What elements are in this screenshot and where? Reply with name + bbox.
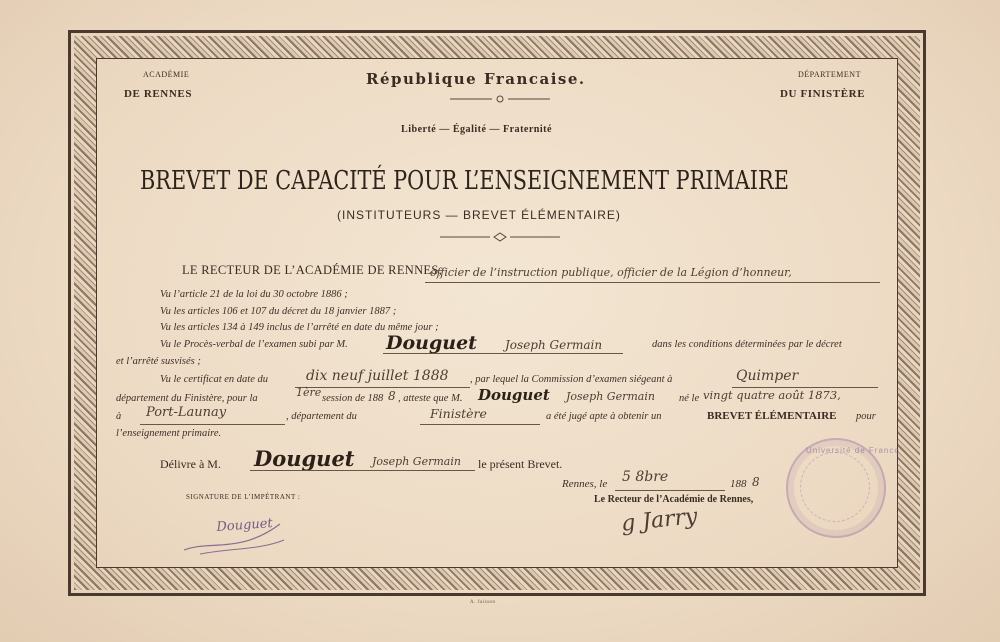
departement-name: DU FINISTÈRE <box>780 88 866 100</box>
candidate-given-names: Joseph Germain <box>505 338 603 352</box>
printer-mark: A. Jaisson <box>470 600 496 605</box>
fill-line <box>420 424 540 425</box>
enseignement-primaire-text: l’enseignement primaire. <box>116 428 222 439</box>
vu-article-21: Vu l’article 21 de la loi du 30 octobre 1886 ; <box>160 289 348 300</box>
recteur-heading: LE RECTEUR DE L’ACADÉMIE DE RENNES, <box>182 263 443 277</box>
impetrant-label: SIGNATURE DE L’IMPÉTRANT : <box>186 493 301 501</box>
departement-du-text: , département du <box>286 411 357 422</box>
vu-conditions: dans les conditions déterminées par le décret <box>652 339 842 350</box>
session-text: session de 188 <box>322 393 384 404</box>
fill-line <box>383 353 623 354</box>
vu-articles-106-107: Vu les articles 106 et 107 du décret du 18 janvier 1887 ; <box>160 306 397 317</box>
ne-le-text: né le <box>679 393 700 404</box>
impetrant-signature: Douguet <box>216 516 274 535</box>
candidate-given-names-2: Joseph Germain <box>566 390 655 403</box>
juge-apte-text: a été jugé apte à obtenir un <box>546 411 662 422</box>
commission-text: , par lequel la Commission d’examen siégeant à <box>470 374 673 385</box>
seal-inner-ring <box>800 452 870 522</box>
vu-certificat: Vu le certificat en date du <box>160 374 268 385</box>
a-text: à <box>116 411 122 422</box>
impetrant-signature-flourish-icon <box>180 510 290 560</box>
motto: Liberté — Égalité — Fraternité <box>401 123 552 135</box>
exam-place-handwritten: Quimper <box>736 368 799 384</box>
seal-text: Université de France <box>806 446 900 455</box>
academie-label: ACADÉMIE <box>143 70 190 79</box>
session-year-handwritten: 8 <box>388 389 396 403</box>
republique-heading: République Francaise. <box>366 70 586 88</box>
fill-line <box>425 282 880 283</box>
candidate-surname-2: Douguet <box>478 386 550 404</box>
header-ornament-icon <box>448 94 552 104</box>
atteste-text: , atteste que M. <box>398 393 463 404</box>
recteur-signature: g Jarry <box>620 504 699 537</box>
document-subtitle: (INSTITUTEURS — BREVET ÉLÉMENTAIRE) <box>337 208 621 222</box>
vu-arrete-susvises: et l’arrêté susvisés ; <box>116 356 201 367</box>
session-number-handwritten: 1ère <box>296 386 322 399</box>
fill-line <box>250 470 475 471</box>
departement-label: DÉPARTEMENT <box>798 70 861 79</box>
title-ornament-icon <box>440 232 560 242</box>
vu-proces-verbal: Vu le Procès-verbal de l’examen subi par M. <box>160 339 348 350</box>
year-printed: 188 <box>730 478 747 490</box>
vu-articles-134-149: Vu les articles 134 à 149 inclus de l’arrêté en date du même jour ; <box>160 322 439 333</box>
brevet-elementaire-label: BREVET ÉLÉMENTAIRE <box>707 410 837 422</box>
recteur-title-handwritten: officier de l’instruction publique, officier de la Légion d’honneur, <box>430 266 792 279</box>
year-handwritten: 8 <box>752 475 760 489</box>
birth-place-handwritten: Port-Launay <box>146 405 227 420</box>
present-brevet-text: le présent Brevet. <box>478 457 563 471</box>
delivre-surname: Douguet <box>254 446 355 471</box>
academie-name: DE RENNES <box>124 88 193 100</box>
certificate-date-handwritten: dix neuf juillet 1888 <box>306 368 449 384</box>
pour-text: pour <box>856 411 876 422</box>
official-seal-stamp <box>786 438 900 538</box>
fill-line <box>615 490 725 491</box>
delivre-given-names: Joseph Germain <box>372 455 461 468</box>
delivre-label: Délivre à M. <box>160 457 221 471</box>
date-handwritten: 5 8bre <box>622 469 669 485</box>
departement-finistere-text: département du Finistère, pour la <box>116 393 258 404</box>
fill-line <box>140 424 285 425</box>
candidate-surname: Douguet <box>386 332 477 354</box>
birth-department-handwritten: Finistère <box>430 406 487 421</box>
birth-date-handwritten: vingt quatre août 1873, <box>703 388 841 402</box>
rennes-le-text: Rennes, le <box>562 478 608 490</box>
document-title: BREVET DE CAPACITÉ POUR L’ENSEIGNEMENT PRIMAIRE <box>140 166 789 196</box>
recteur-signature-label: Le Recteur de l’Académie de Rennes, <box>594 494 754 505</box>
